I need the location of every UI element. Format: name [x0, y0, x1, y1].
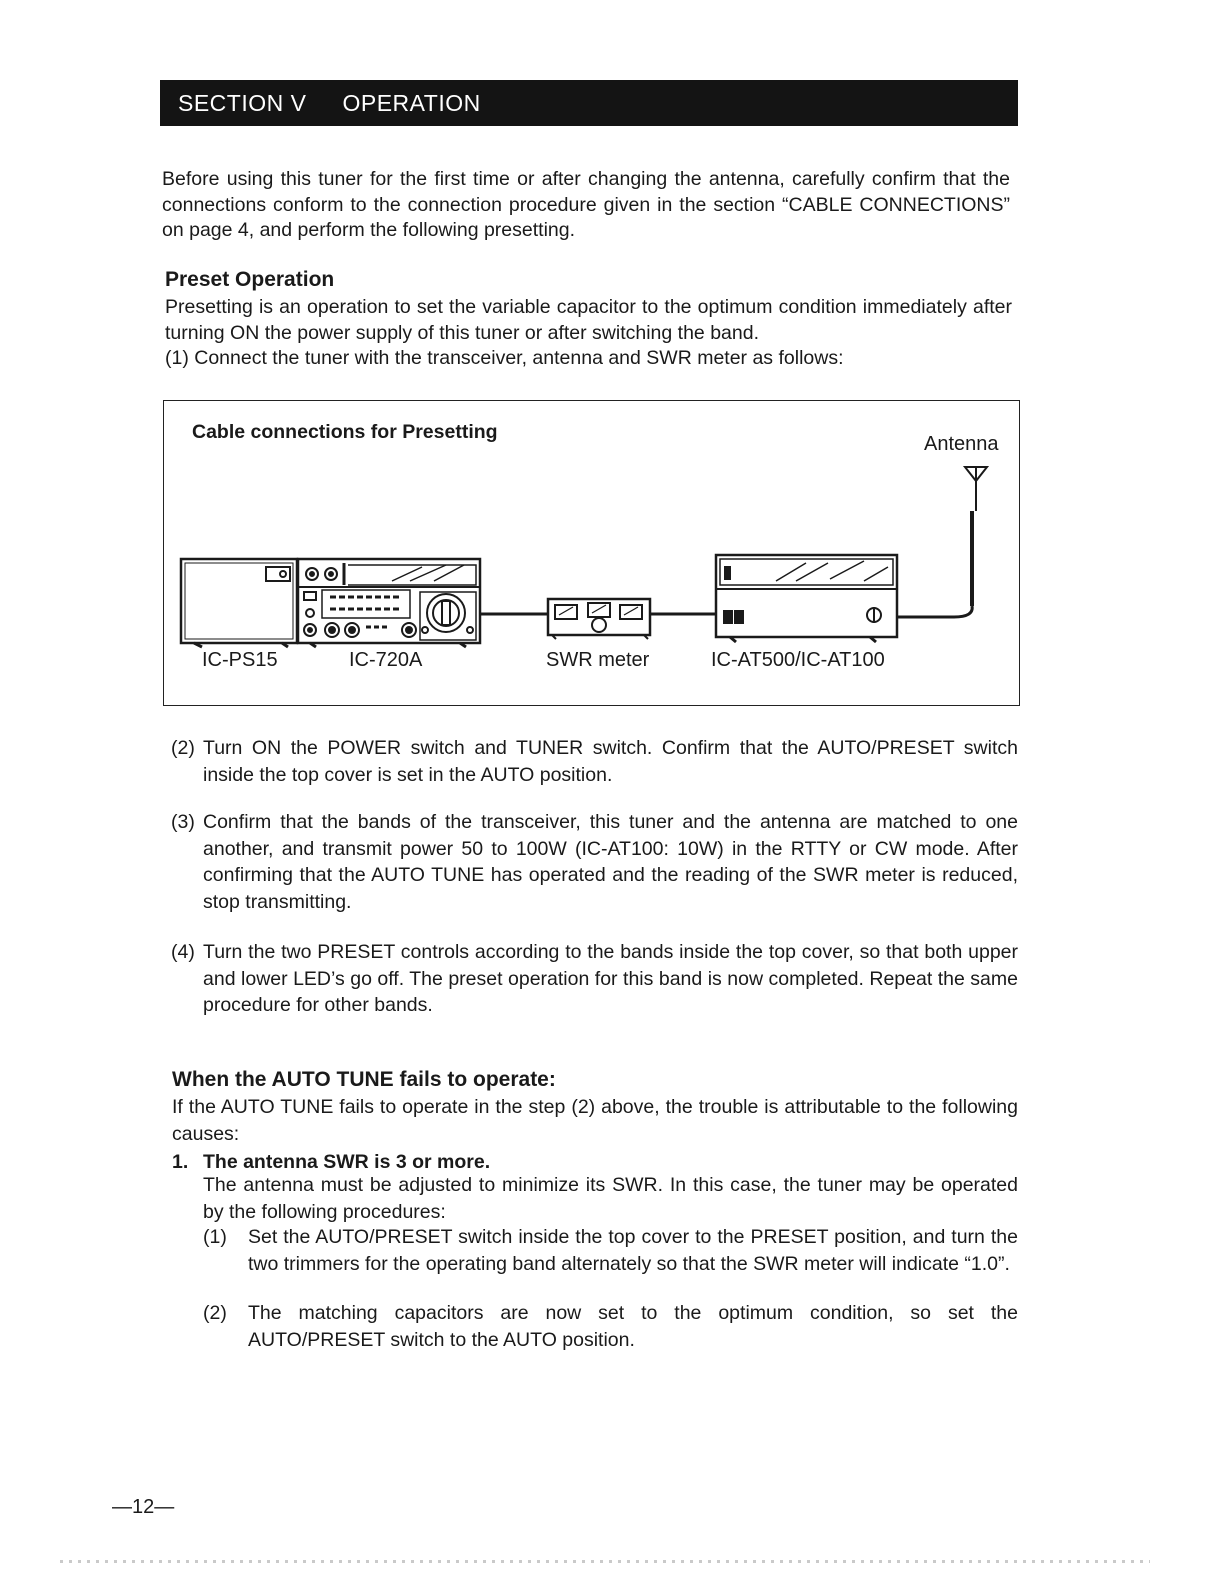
antenna-label: Antenna	[924, 433, 999, 455]
label-ic-ps15: IC-PS15	[202, 649, 278, 671]
cause-1-paragraph: The antenna must be adjusted to minimize its SWR. In this case, the tuner may be operated by the following procedures:	[203, 1174, 1018, 1223]
substep-2	[203, 1300, 1018, 1353]
substep-2-number: (2)	[203, 1302, 227, 1324]
antenna-icon	[897, 467, 987, 617]
step-3-number: (3)	[171, 811, 195, 833]
page-number: —12—	[112, 1496, 175, 1518]
tuner-drawing	[716, 555, 897, 642]
substep-2-text: The matching capacitors are now set to the optimum condition, so set the AUTO/PRESET switch to the AUTO position.	[248, 1302, 1018, 1351]
step-2-number: (2)	[171, 737, 195, 759]
section-banner	[160, 80, 1018, 126]
label-swr-meter: SWR meter	[546, 649, 650, 671]
step-3-text: Confirm that the bands of the transceiver, this tuner and the antenna are matched to one another, and transmit power 50 to 100W (IC-AT100: 10W) in the RTTY or CW mode. After confirming that the AUTO TUNE has operated and the reading of the SWR meter is reduced, stop transmitting.	[203, 811, 1018, 913]
substep-1-number: (1)	[203, 1226, 227, 1248]
step-4-number: (4)	[171, 941, 195, 963]
preset-heading: Preset Operation	[165, 268, 335, 291]
step-4	[171, 939, 1018, 1019]
autotune-paragraph: If the AUTO TUNE fails to operate in the step (2) above, the trouble is attributable to the following causes:	[172, 1096, 1018, 1145]
section-title: OPERATION	[342, 89, 481, 116]
preset-step-1: (1) Connect the tuner with the transceiver, antenna and SWR meter as follows:	[165, 347, 844, 369]
step-2	[171, 735, 1018, 788]
cause-1-title: The antenna SWR is 3 or more.	[203, 1151, 491, 1173]
preset-paragraph: Presetting is an operation to set the variable capacitor to the optimum condition immediately after turning ON the power supply of this tuner or after switching the band.	[165, 296, 1012, 344]
swr-meter-drawing	[548, 599, 650, 639]
label-ic-720a: IC-720A	[349, 649, 423, 671]
step-4-text: Turn the two PRESET controls according to the bands inside the top cover, so that both upper and lower LED’s go off. The preset operation for this band is now completed. Repeat the same procedure for other bands.	[203, 941, 1018, 1016]
section-number: SECTION V	[178, 89, 307, 116]
step-3	[171, 809, 1018, 915]
label-tuner: IC-AT500/IC-AT100	[711, 649, 885, 671]
ic-720a-drawing	[298, 559, 480, 647]
ic-ps15-drawing	[181, 559, 297, 647]
intro-paragraph: Before using this tuner for the first time or after changing the antenna, carefully confirm that the connections conform to the connection procedure given in the section “CABLE CONNECTIONS” on page 4, and perform the following presetting.	[162, 168, 1010, 241]
diagram-title: Cable connections for Presetting	[192, 421, 498, 443]
substep-1	[203, 1224, 1018, 1277]
autotune-heading: When the AUTO TUNE fails to operate:	[172, 1068, 556, 1091]
step-2-text: Turn ON the POWER switch and TUNER switch. Confirm that the AUTO/PRESET switch inside the top cover is set in the AUTO position.	[203, 737, 1018, 786]
cable-diagram	[163, 400, 1020, 706]
scan-artifact-line	[60, 1560, 1150, 1563]
cause-1-number: 1.	[172, 1151, 189, 1173]
substep-1-text: Set the AUTO/PRESET switch inside the top cover to the PRESET position, and turn the two trimmers for the operating band alternately so that the SWR meter will indicate “1.0”.	[248, 1226, 1018, 1275]
